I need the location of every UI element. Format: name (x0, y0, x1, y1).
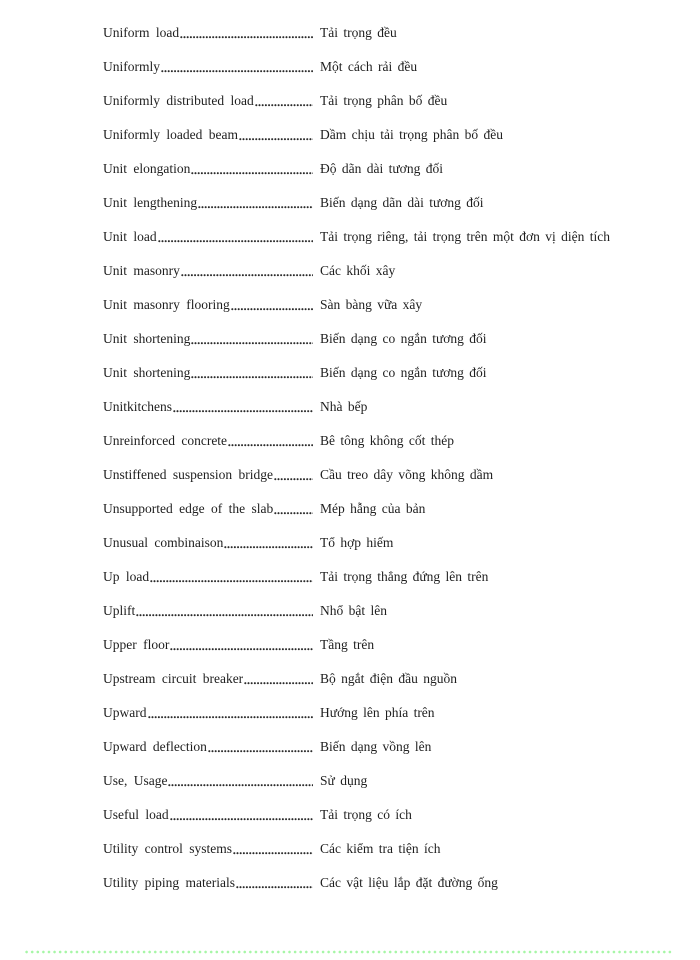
entry-term: Uniformly (103, 59, 160, 74)
entry-translation: Sử dụng (320, 773, 368, 788)
dot-leader (170, 817, 313, 821)
dot-leader (161, 69, 313, 73)
glossary-entry (103, 534, 653, 551)
dot-leader (148, 715, 314, 719)
glossary-entry (103, 466, 653, 483)
glossary-page (103, 24, 653, 908)
entry-term: Unit lengthening (103, 195, 198, 210)
entry-lead (103, 262, 315, 279)
entry-translation: Tải trọng thẳng đứng lên trên (320, 569, 489, 584)
dot-leader (208, 749, 313, 753)
dot-leader (233, 851, 313, 855)
entry-term: Unsupported edge of the slab (103, 501, 274, 516)
entry-term: Upper floor (103, 637, 170, 652)
entry-term: Up load (103, 569, 150, 584)
entry-term: Uniformly distributed load (103, 93, 254, 108)
glossary-entry (103, 602, 653, 619)
entry-lead (103, 330, 315, 347)
page-break-dotted-line (25, 950, 672, 954)
entry-term: Unit masonry (103, 263, 180, 278)
entry-translation: Biến dạng dãn dài tương đối (320, 195, 484, 210)
entry-lead (103, 228, 315, 245)
dot-leader (181, 273, 313, 277)
entry-term: Upward deflection (103, 739, 207, 754)
entry-lead (103, 636, 315, 653)
entry-lead (103, 602, 315, 619)
glossary-entry (103, 568, 653, 585)
entry-lead (103, 806, 315, 823)
glossary-entry (103, 24, 653, 41)
entry-term: Uniformly loaded beam (103, 127, 238, 142)
entry-lead (103, 432, 315, 449)
dot-leader (231, 307, 313, 311)
glossary-entry (103, 398, 653, 415)
entry-translation: Dầm chịu tải trọng phân bố đều (320, 127, 503, 142)
glossary-entry (103, 432, 653, 449)
entry-translation: Các vật liệu lắp đặt đường ống (320, 875, 498, 890)
entry-translation: Tổ hợp hiếm (320, 535, 394, 550)
glossary-entry (103, 296, 653, 313)
dot-leader (236, 885, 313, 889)
entry-translation: Tải trọng riêng, tải trọng trên một đơn vị diện tích (320, 229, 610, 244)
entry-term: Unusual combinaison (103, 535, 224, 550)
entry-translation: Một cách rải đều (320, 59, 418, 74)
entry-lead (103, 92, 315, 109)
entry-translation: Bộ ngắt điện đầu nguồn (320, 671, 457, 686)
entry-term: Unit elongation (103, 161, 191, 176)
dot-leader (180, 35, 313, 39)
entry-term: Use, Usage (103, 773, 168, 788)
glossary-list (103, 24, 653, 891)
entry-translation: Tải trọng phân bố đều (320, 93, 448, 108)
glossary-entry (103, 262, 653, 279)
glossary-entry (103, 840, 653, 857)
dot-leader (136, 613, 313, 617)
entry-translation: Các kiểm tra tiện ích (320, 841, 441, 856)
entry-term: Unit load (103, 229, 157, 244)
entry-lead (103, 840, 315, 857)
dot-leader (224, 545, 313, 549)
entry-translation: Tải trọng đều (320, 25, 397, 40)
entry-term: Uniform load (103, 25, 180, 40)
entry-term: Uplift (103, 603, 136, 618)
entry-lead (103, 568, 315, 585)
dot-leader (158, 239, 313, 243)
entry-lead (103, 466, 315, 483)
entry-translation: Sàn bàng vữa xây (320, 297, 423, 312)
glossary-entry (103, 228, 653, 245)
glossary-entry (103, 670, 653, 687)
entry-translation: Bê tông không cốt thép (320, 433, 454, 448)
entry-lead (103, 364, 315, 381)
glossary-entry (103, 806, 653, 823)
entry-translation: Tầng trên (320, 637, 375, 652)
entry-term: Unreinforced concrete (103, 433, 228, 448)
entry-lead (103, 534, 315, 551)
entry-translation: Nhổ bật lên (320, 603, 387, 618)
dot-leader (198, 205, 313, 209)
entry-translation: Độ dãn dài tương đối (320, 161, 443, 176)
entry-translation: Tải trọng có ích (320, 807, 412, 822)
entry-term: Unit masonry flooring (103, 297, 230, 312)
dot-leader (255, 103, 313, 107)
entry-lead (103, 500, 315, 517)
entry-lead (103, 194, 315, 211)
glossary-entry (103, 330, 653, 347)
entry-lead (103, 398, 315, 415)
glossary-entry (103, 364, 653, 381)
entry-lead (103, 670, 315, 687)
glossary-entry (103, 738, 653, 755)
dot-leader (191, 341, 313, 345)
glossary-entry (103, 160, 653, 177)
entry-lead (103, 704, 315, 721)
glossary-entry (103, 92, 653, 109)
entry-translation: Mép hẫng của bản (320, 501, 426, 516)
entry-lead (103, 160, 315, 177)
dot-leader (244, 681, 313, 685)
entry-translation: Nhà bếp (320, 399, 368, 414)
entry-translation: Biến dạng co ngắn tương đối (320, 365, 487, 380)
glossary-entry (103, 58, 653, 75)
entry-term: Unitkitchens (103, 399, 172, 414)
glossary-entry (103, 194, 653, 211)
entry-lead (103, 58, 315, 75)
dot-leader (173, 409, 313, 413)
entry-term: Utility control systems (103, 841, 232, 856)
dot-leader (274, 511, 313, 515)
entry-term: Unit shortening (103, 331, 191, 346)
entry-term: Upward (103, 705, 147, 720)
entry-lead (103, 126, 315, 143)
entry-term: Unstiffened suspension bridge (103, 467, 273, 482)
entry-term: Utility piping materials (103, 875, 235, 890)
dot-leader (150, 579, 313, 583)
entry-translation: Các khối xây (320, 263, 396, 278)
entry-term: Useful load (103, 807, 169, 822)
entry-lead (103, 738, 315, 755)
glossary-entry (103, 772, 653, 789)
glossary-entry (103, 874, 653, 891)
entry-translation: Biến dạng co ngắn tương đối (320, 331, 487, 346)
entry-translation: Hướng lên phía trên (320, 705, 435, 720)
dot-leader (239, 137, 313, 141)
entry-lead (103, 296, 315, 313)
dot-leader (170, 647, 313, 651)
entry-term: Upstream circuit breaker (103, 671, 244, 686)
dot-leader (228, 443, 313, 447)
dot-leader (274, 477, 313, 481)
entry-lead (103, 874, 315, 891)
glossary-entry (103, 704, 653, 721)
entry-term: Unit shortening (103, 365, 191, 380)
dot-leader (191, 375, 313, 379)
dot-leader (191, 171, 313, 175)
entry-translation: Biến dạng vồng lên (320, 739, 432, 754)
glossary-entry (103, 126, 653, 143)
entry-translation: Cầu treo dây võng không dầm (320, 467, 494, 482)
entry-lead (103, 772, 315, 789)
entry-lead (103, 24, 315, 41)
glossary-entry (103, 500, 653, 517)
dot-leader (168, 783, 313, 787)
glossary-entry (103, 636, 653, 653)
